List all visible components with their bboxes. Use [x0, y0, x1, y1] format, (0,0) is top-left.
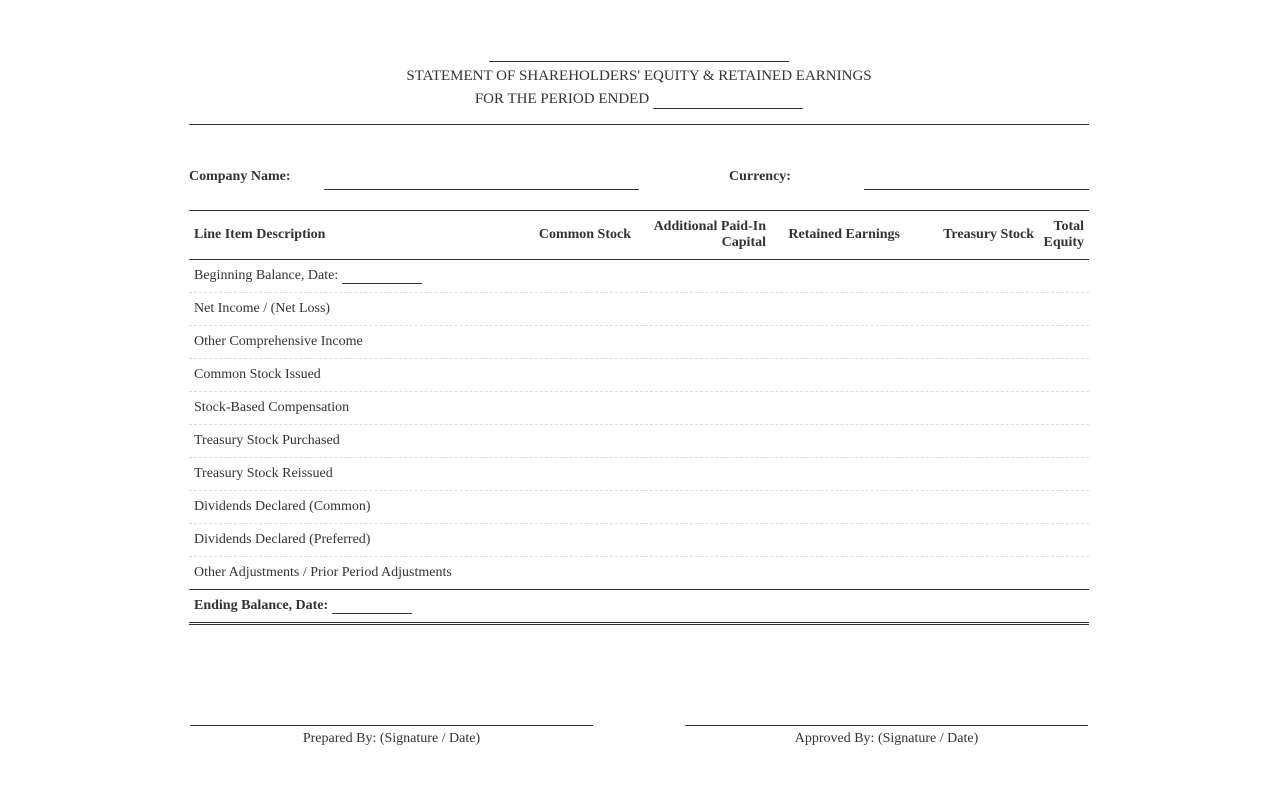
table-row — [189, 293, 1089, 326]
col-header-apic-line2: Capital — [721, 235, 766, 250]
table-header — [189, 210, 1089, 260]
col-header-common-stock: Common Stock — [538, 227, 631, 242]
company-name-field[interactable] — [324, 189, 639, 190]
row-label: Other Comprehensive Income — [194, 334, 363, 349]
statement-form — [189, 0, 1089, 788]
ending-balance-row — [189, 590, 1089, 625]
col-header-retained-earnings: Retained Earnings — [788, 227, 900, 242]
col-header-total-equity — [1039, 219, 1084, 251]
approved-by-signature-line[interactable] — [685, 725, 1088, 726]
period-label: FOR THE PERIOD ENDED — [474, 91, 650, 107]
table-row — [189, 524, 1089, 557]
beginning-date-blank[interactable] — [342, 268, 422, 284]
period-date-blank[interactable] — [653, 92, 803, 109]
row-label-text: Beginning Balance, Date: — [194, 268, 339, 283]
table-row — [189, 326, 1089, 359]
table-row — [189, 491, 1089, 524]
currency-field[interactable] — [864, 189, 1089, 190]
row-label: Stock-Based Compensation — [194, 400, 350, 415]
table-row — [189, 425, 1089, 458]
company-name-label: Company Name: — [189, 169, 291, 184]
col-header-total-line2: Equity — [1043, 235, 1084, 250]
ending-date-blank[interactable] — [332, 598, 412, 614]
table-row — [189, 557, 1089, 590]
row-label: Dividends Declared (Common) — [194, 499, 371, 514]
table-row — [189, 260, 1089, 293]
table-row — [189, 458, 1089, 491]
title-rule — [489, 61, 789, 62]
equity-table — [189, 210, 1089, 625]
row-label: Other Adjustments / Prior Period Adjustments — [194, 565, 452, 580]
row-label-beginning-balance — [194, 267, 422, 284]
table-row — [189, 359, 1089, 392]
col-header-treasury-stock: Treasury Stock — [943, 227, 1034, 242]
approved-by-label: Approved By: (Signature / Date) — [794, 731, 979, 746]
document-title: STATEMENT OF SHAREHOLDERS' EQUITY & RETAINED EARNINGS — [406, 68, 872, 84]
col-header-apic-line1: Additional Paid-In — [653, 219, 766, 234]
row-label: Common Stock Issued — [194, 367, 321, 382]
prepared-by-label: Prepared By: (Signature / Date) — [302, 731, 481, 746]
col-header-total-line1: Total — [1053, 219, 1084, 234]
table-row — [189, 392, 1089, 425]
prepared-by-signature-line[interactable] — [190, 725, 593, 726]
header-divider — [189, 124, 1089, 125]
currency-label: Currency: — [729, 169, 791, 184]
col-header-apic — [636, 219, 766, 251]
row-label: Dividends Declared (Preferred) — [194, 532, 371, 547]
row-label-ending-balance — [194, 597, 412, 614]
ending-label-text: Ending Balance, Date: — [194, 598, 329, 613]
row-label: Net Income / (Net Loss) — [194, 301, 331, 316]
col-header-description: Line Item Description — [194, 227, 326, 242]
period-line — [189, 90, 1089, 109]
row-label: Treasury Stock Reissued — [194, 466, 333, 481]
row-label: Treasury Stock Purchased — [194, 433, 340, 448]
